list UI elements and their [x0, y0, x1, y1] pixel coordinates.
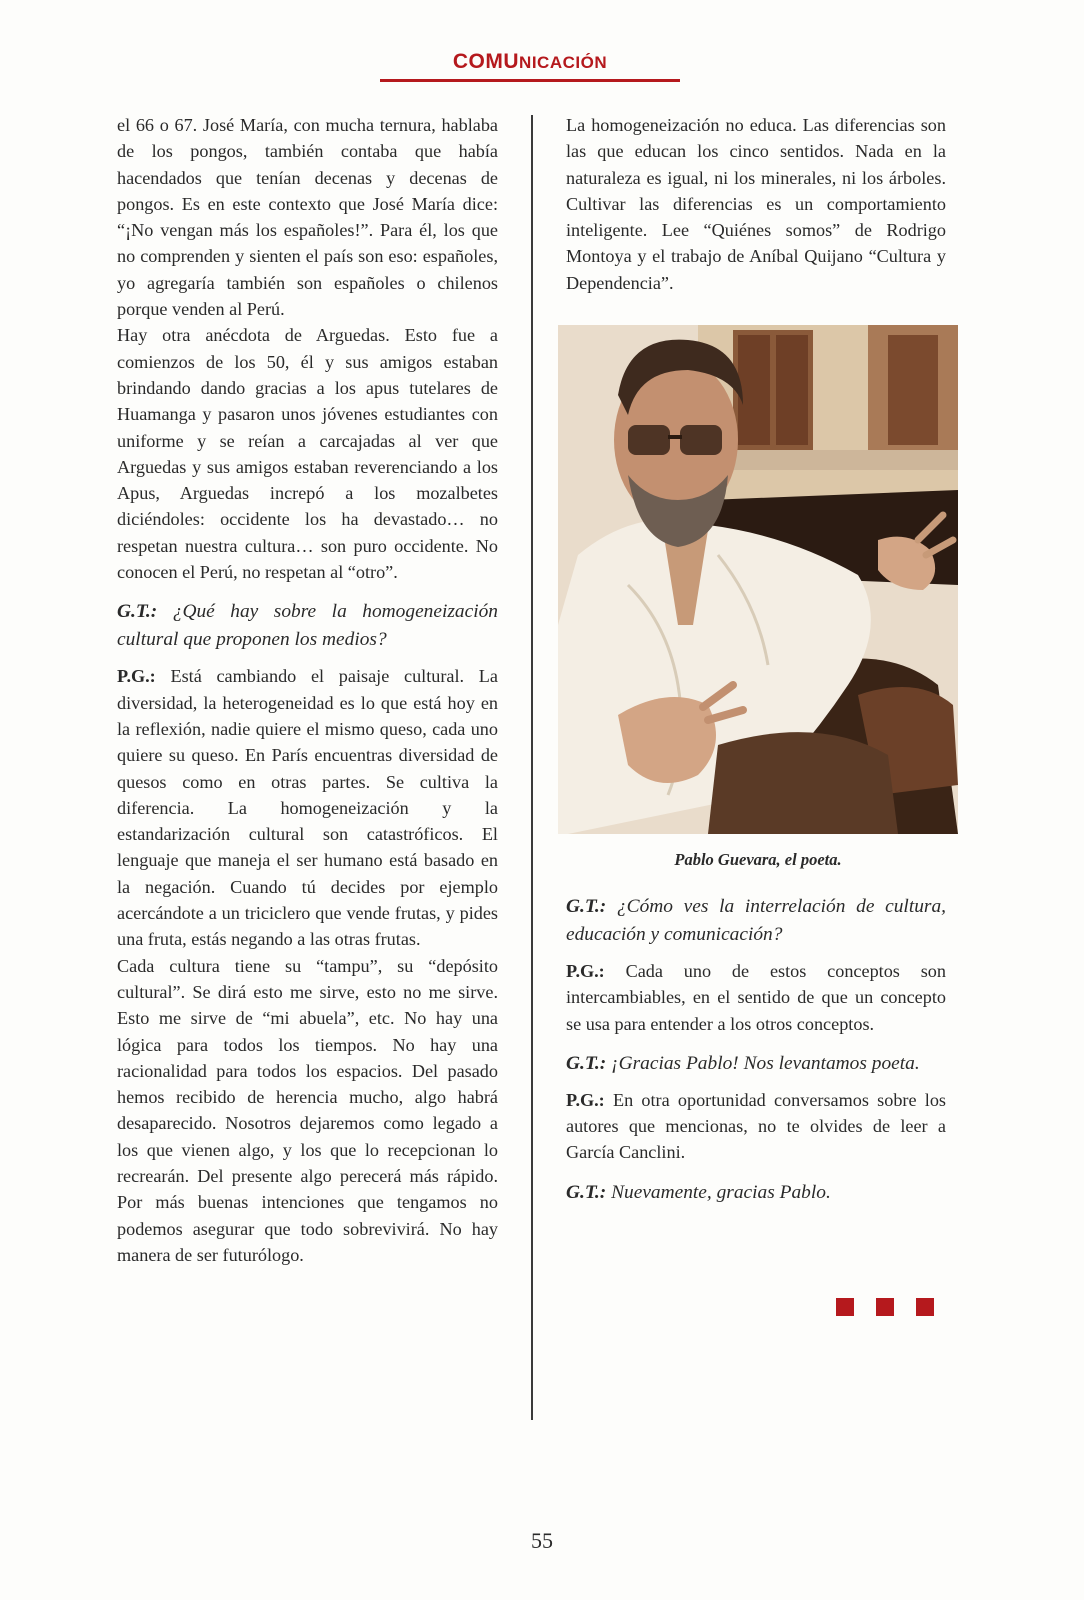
speaker-label: G.T.: [566, 1181, 607, 1203]
interview-answer: P.G.: En otra oportunidad conversamos sobre los autores que mencionas, no te olvides de leer a García Canclini. [566, 1089, 946, 1163]
header-rule [380, 79, 680, 82]
paragraph: Cada cultura tiene su “tampu”, su “depósito cultural”. Se dirá esto me sirve, esto no me sirve. Esto me sirve de “mi abuela”, etc. No hay una lógica para todos los tiempos. No hay una racionalidad para todos los espacios. Del pasado hemos recibido de herencia mucho, algo habrá desaparecido. Nosotros dejaremos como legado a los que vienen algo, y los que lo recepcionan lo recrearán. Del presente algo perecerá más rápido. Por más buenas intenciones que tengamos no podemos asegurar que todo sobrevivirá. No hay manera de ser futurólogo. [117, 955, 498, 1265]
speaker-label: P.G.: [117, 666, 156, 687]
end-mark [836, 1298, 936, 1318]
speaker-label: P.G.: [566, 961, 605, 981]
page-number: 55 [531, 1528, 553, 1553]
section-header [380, 50, 680, 74]
paragraph: el 66 o 67. José María, con mucha ternura, hablaba de los pongos, también contaba que había hacendados que tenían decenas y decenas de pongos. Es en este contexto que José María dice: “¡No vengan más los españoles!”. Para él, los que no comprenden y sienten el país son eso: españoles, yo agregaría también son españoles o chilenos porque venden al Perú. [117, 115, 498, 320]
speaker-label: G.T.: [566, 1052, 607, 1074]
photo-caption: Pablo Guevara, el poeta. [674, 850, 842, 869]
paragraph: La homogeneización no educa. Las diferencias son las que educan los cinco sentidos. Nada en la naturaleza es igual, ni los minerales, ni los árboles. Cultivar las diferencias es un comportamiento inteligente. Lee “Quiénes somos” de Rodrigo Montoya y el trabajo de Aníbal Quijano “Cultura y Dependencia”. [566, 115, 946, 293]
interview-answer: P.G.: Cada uno de estos conceptos son intercambiables, en el sentido de que un concepto se usa para entender a los otros conceptos. [566, 961, 946, 1034]
speaker-label: G.T.: [117, 601, 158, 623]
interview-question: G.T.: Nuevamente, gracias Pablo. [566, 1181, 831, 1203]
speaker-label: P.G.: [566, 1089, 605, 1110]
section-title: COMUNICACIÓN [452, 50, 608, 73]
paragraph: Hay otra anécdota de Arguedas. Esto fue a comienzos de los 50, él y sus amigos estaban brindando dando gracias a los apus tutelares de Huamanga y pasaron unos jóvenes estudiantes con uniforme y se reían a carcajadas al ver que Arguedas y sus amigos estaban reverenciando a los Apus, Arguedas increpó a los mozalbetes diciéndoles: occidente los ha devastado… no respetan nuestra cultura… son puro occidente. No conocen el Perú, no respetan al “otro”. [117, 325, 498, 583]
left-column [117, 112, 498, 1268]
end-square [836, 1298, 854, 1316]
interview-answer: P.G.: Está cambiando el paisaje cultural. La diversidad, la heterogeneidad es lo que está hoy en la reflexión, nadie quiere el mismo queso, cada uno quiere su queso. En París encuentras diversidad de quesos como en otras partes. Se cultiva la diferencia. La homogeneización y la estandarización cultural son catastróficos. El lenguaje que maneja el ser humano está basado en la negación. Cuando tú decides por ejemplo acercándote a un triciclero que vende frutas, y pides una fruta, estás negando a las otras frutas. [117, 666, 498, 950]
portrait-illustration [558, 325, 958, 834]
interview-question: G.T.: ¿Qué hay sobre la homogeneización cultural que proponen los medios? [117, 601, 498, 651]
interview-question: G.T.: ¿Cómo ves la interrelación de cultura, educación y comunicación? [566, 896, 946, 945]
column-divider [531, 115, 533, 1420]
speaker-label: G.T.: [566, 896, 607, 917]
end-square [916, 1298, 934, 1316]
portrait-photo [558, 325, 958, 834]
interview-question: G.T.: ¡Gracias Pablo! Nos levantamos poeta. [566, 1052, 920, 1074]
right-column-interview [566, 880, 946, 1216]
end-square [876, 1298, 894, 1316]
